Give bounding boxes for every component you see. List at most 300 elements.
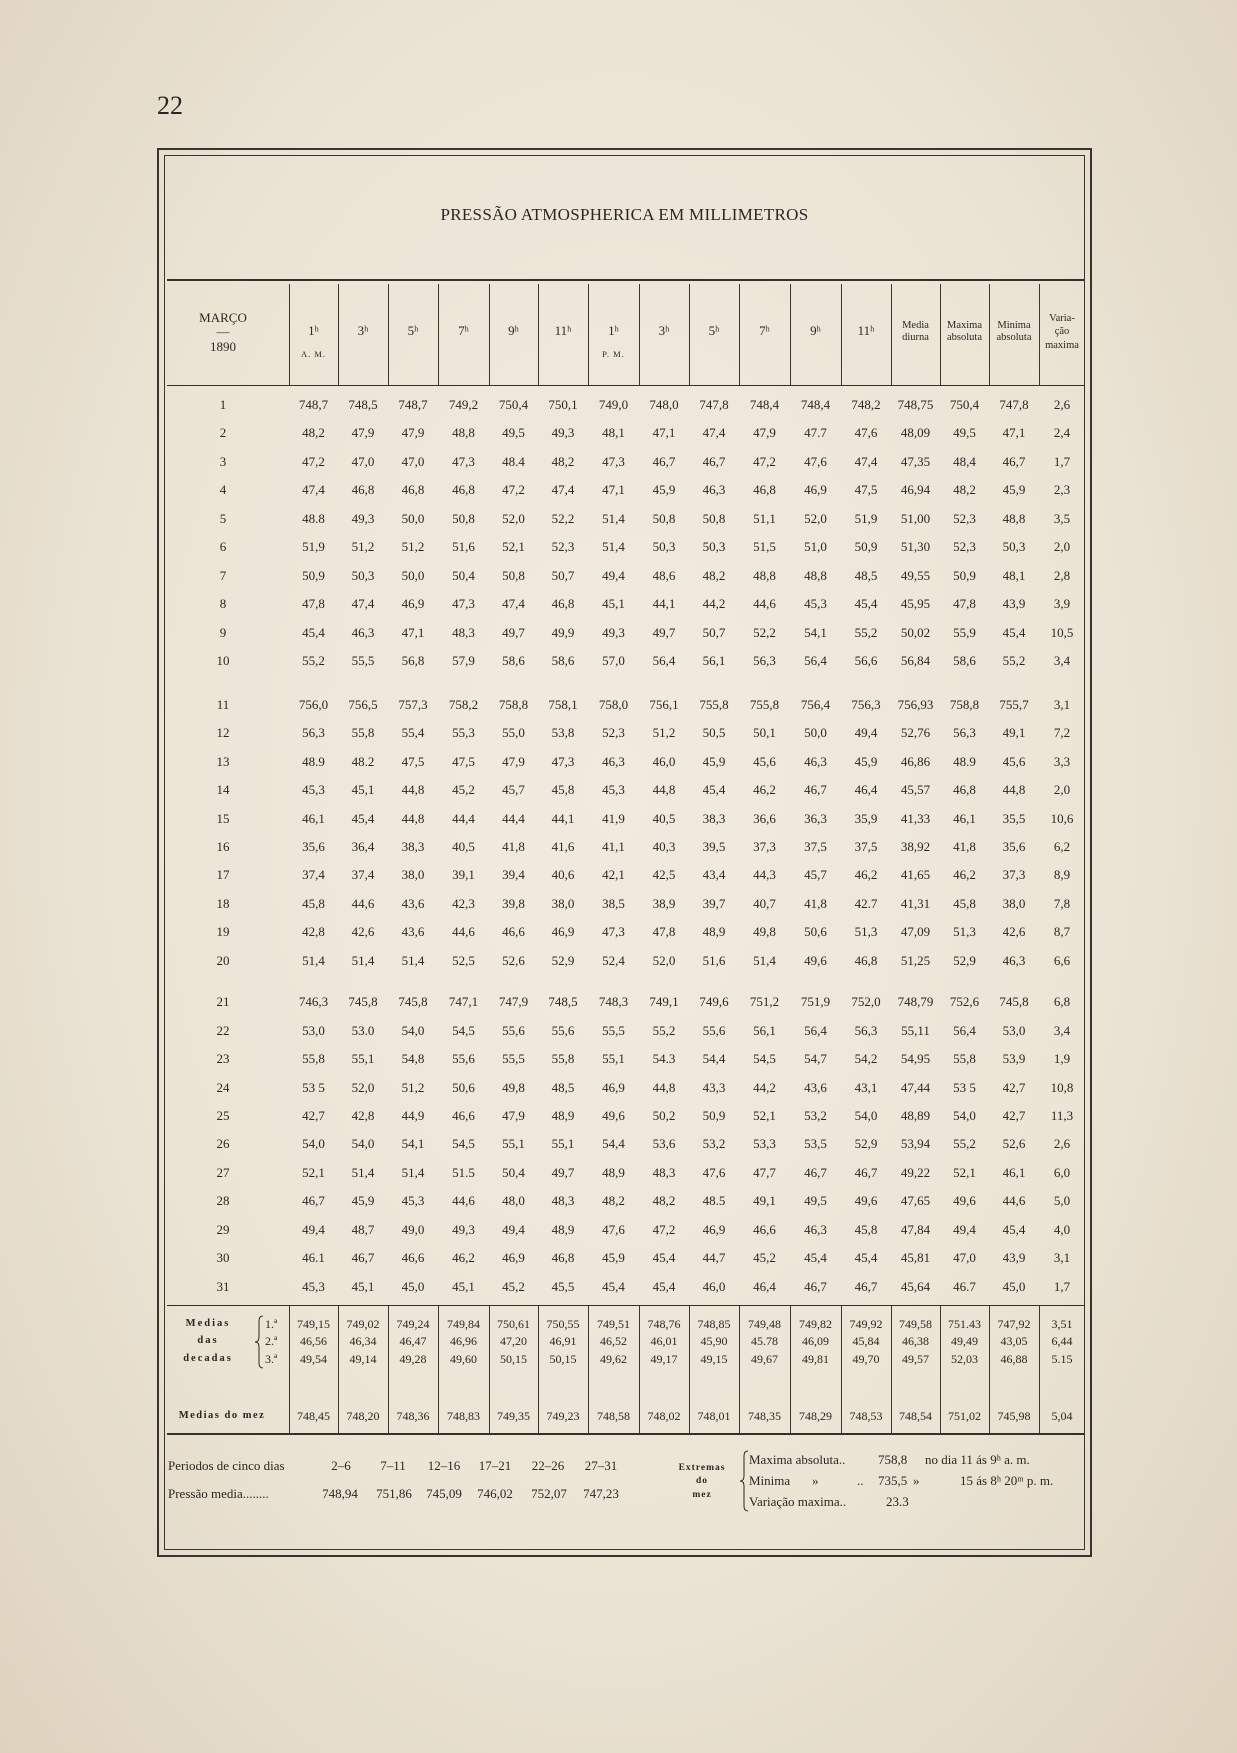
reading-cell: 47,3	[602, 453, 625, 469]
reading-cell: 44,8	[401, 810, 425, 826]
reading-cell: 46,6	[753, 1221, 776, 1237]
reading-cell: 55,5	[602, 1022, 625, 1038]
reading-cell: 37,4	[302, 867, 325, 883]
reading-cell: 52,3	[551, 539, 575, 555]
reading-cell: 47,2	[753, 453, 776, 469]
reading-cell: 54,1	[804, 624, 827, 640]
day-number: 31	[216, 1278, 230, 1294]
reading-cell: 53,0	[1002, 1022, 1026, 1038]
reading-cell: 1,9	[1053, 1051, 1071, 1067]
reading-cell: 44,9	[401, 1108, 425, 1123]
reading-cell: 47,9	[502, 1108, 525, 1123]
period-range: 7–11	[380, 1458, 406, 1473]
reading-cell: 749,0	[598, 397, 629, 412]
reading-cell: 54,5	[452, 1136, 475, 1152]
reading-cell: 44,6	[452, 1193, 475, 1209]
decade-mean-cell: 50,15	[500, 1351, 527, 1366]
reading-cell: 752,6	[949, 994, 980, 1010]
reading-cell: 41,6	[551, 838, 575, 854]
table-row	[168, 810, 1085, 828]
decade-means-row	[168, 1332, 1085, 1350]
reading-cell: 38,0	[401, 867, 425, 883]
stub-year: 1890	[210, 338, 236, 354]
reading-cell: 45,0	[1002, 1278, 1026, 1294]
column-header-period: A. M.	[300, 348, 327, 359]
day-number: 29	[216, 1221, 230, 1237]
reading-cell: 45,4	[854, 596, 878, 612]
leader-dots: ..	[857, 1473, 864, 1488]
table-row	[168, 753, 1085, 771]
reading-cell: 51,3	[953, 924, 976, 940]
reading-cell: 50,7	[702, 624, 726, 640]
reading-cell: 748,5	[348, 397, 378, 412]
decade-mean-cell: 749,82	[799, 1317, 832, 1332]
reading-cell: 756,0	[298, 696, 329, 712]
reading-cell: 55,0	[502, 725, 525, 741]
day-number: 18	[216, 895, 230, 911]
reading-cell: 47,4	[351, 596, 375, 612]
reading-cell: 45,64	[900, 1278, 931, 1294]
pressure-mean-value: 751,86	[376, 1486, 412, 1501]
reading-cell: 51,4	[602, 539, 625, 555]
column-header-hour: 9ʰ	[508, 323, 519, 338]
max-absolute-value: 758,8	[878, 1452, 908, 1467]
column-header-line: Maxima	[947, 319, 982, 331]
reading-cell: 55,2	[652, 1022, 676, 1038]
reading-cell: 1,7	[1053, 453, 1071, 469]
reading-cell: 54,5	[753, 1051, 776, 1067]
reading-cell: 55,4	[401, 725, 425, 741]
reading-cell: 54,7	[804, 1051, 827, 1067]
month-mean-cell: 748,54	[899, 1409, 932, 1423]
decade-mean-cell: 49,54	[300, 1351, 327, 1366]
reading-cell: 45,7	[804, 867, 827, 883]
column-header-period: P. M.	[602, 348, 625, 359]
decade-means-row	[168, 1315, 1085, 1333]
column-header-hour: 3ʰ	[658, 323, 670, 338]
reading-cell: 46,7	[804, 1278, 827, 1294]
reading-cell: 56,3	[302, 725, 325, 741]
reading-cell: 47,09	[900, 924, 931, 940]
decade-mean-cell: 49,57	[902, 1351, 929, 1366]
reading-cell: 52,9	[953, 952, 976, 968]
decade-mean-cell: 46,38	[902, 1334, 929, 1349]
day-number: 26	[216, 1136, 230, 1152]
table-row	[168, 781, 1085, 799]
decade-mean-cell: 46,47	[399, 1334, 427, 1349]
reading-cell: 45,4	[351, 810, 375, 826]
max-absolute-detail: no dia 11 ás 9ʰ a. m.	[925, 1452, 1030, 1467]
reading-cell: 38,3	[401, 838, 425, 854]
day-number: 19	[216, 924, 230, 940]
reading-cell: 38,3	[702, 810, 726, 826]
decade-mean-cell: 749,84	[447, 1317, 480, 1332]
decade-mean-cell: 43,05	[1000, 1334, 1028, 1349]
reading-cell: 47,6	[804, 453, 827, 469]
reading-cell: 48,9	[551, 1108, 575, 1123]
reading-cell: 49,4	[953, 1221, 976, 1237]
reading-cell: 39,4	[502, 867, 525, 883]
decade-mean-cell: 45.78	[751, 1334, 778, 1349]
reading-cell: 46,7	[652, 453, 676, 469]
reading-cell: 51,00	[900, 510, 931, 526]
decade-mean-cell: 750,61	[497, 1317, 530, 1332]
month-mean-cell: 748,20	[346, 1409, 380, 1423]
reading-cell: 751,2	[749, 994, 780, 1010]
reading-cell: 45,6	[753, 753, 776, 769]
reading-cell: 45,4	[854, 1250, 878, 1266]
column-header-line: maxima	[1045, 339, 1079, 351]
decade-mean-cell: 5.15	[1051, 1351, 1073, 1366]
reading-cell: 46,9	[602, 1079, 625, 1095]
reading-cell: 47,2	[502, 482, 525, 498]
day-number: 13	[216, 753, 230, 769]
month-mean-cell: 5,04	[1051, 1409, 1073, 1423]
reading-cell: 5,0	[1053, 1193, 1071, 1209]
reading-cell: 56,3	[953, 725, 976, 741]
reading-cell: 48,89	[900, 1108, 931, 1123]
periods-label: Periodos de cinco dias	[168, 1458, 285, 1473]
reading-cell: 47,9	[351, 425, 375, 441]
decade-mean-cell: 749,51	[597, 1317, 630, 1332]
reading-cell: 51,4	[351, 1164, 375, 1180]
decade-means-label-1: Medias	[185, 1318, 231, 1329]
column-header-line: diurna	[902, 332, 929, 343]
reading-cell: 51,1	[753, 510, 776, 526]
column-header	[338, 284, 388, 386]
summary-bottom-rule	[167, 1433, 1085, 1435]
table-row	[168, 923, 1085, 941]
reading-cell: 46,7	[854, 1164, 878, 1180]
reading-cell: 46,94	[900, 482, 931, 498]
month-mean-cell: 748,45	[297, 1409, 330, 1423]
reading-cell: 43,6	[401, 924, 425, 940]
reading-cell: 56,3	[854, 1022, 878, 1038]
reading-cell: 53,8	[551, 725, 575, 741]
decade-mean-cell: 46,09	[802, 1334, 829, 1349]
reading-cell: 55,1	[351, 1051, 375, 1067]
decade-mean-cell: 45,84	[852, 1334, 880, 1349]
reading-cell: 4,0	[1053, 1221, 1071, 1237]
reading-cell: 55,5	[351, 653, 375, 669]
reading-cell: 47,2	[652, 1221, 676, 1237]
month-mean-cell: 748,29	[799, 1409, 832, 1423]
day-number: 23	[216, 1051, 230, 1067]
reading-cell: 47,0	[351, 453, 375, 469]
reading-cell: 35,6	[302, 838, 325, 854]
reading-cell: 54,8	[401, 1051, 425, 1067]
ditto-mark: »	[812, 1473, 819, 1488]
reading-cell: 54,95	[900, 1051, 931, 1067]
reading-cell: 44,8	[1002, 782, 1026, 798]
decade-ordinal: 2.ª	[265, 1334, 278, 1349]
month-mean-cell: 749,23	[546, 1409, 580, 1423]
reading-cell: 2,3	[1053, 482, 1071, 498]
column-header	[538, 284, 588, 386]
reading-cell: 44,4	[502, 810, 525, 826]
table-row	[168, 453, 1085, 471]
reading-cell: 49,8	[753, 924, 776, 940]
decade-means-row	[168, 1350, 1085, 1368]
reading-cell: 46,7	[351, 1250, 375, 1266]
reading-cell: 748,79	[897, 994, 934, 1010]
reading-cell: 50,2	[652, 1108, 676, 1123]
reading-cell: 52,0	[502, 510, 525, 526]
reading-cell: 45,9	[351, 1193, 375, 1209]
column-header	[639, 284, 689, 386]
reading-cell: 41,1	[602, 838, 625, 854]
reading-cell: 42,7	[1002, 1079, 1026, 1095]
reading-cell: 44,1	[551, 810, 575, 826]
reading-cell: 52,0	[804, 510, 827, 526]
reading-cell: 46,8	[551, 1250, 575, 1266]
reading-cell: 50,0	[401, 510, 425, 526]
reading-cell: 758,0	[598, 696, 629, 712]
reading-cell: 6,0	[1053, 1164, 1071, 1180]
column-header-line: Media	[902, 319, 929, 331]
column-header-hour: 1ʰ	[608, 323, 619, 338]
reading-cell: 47,0	[953, 1250, 976, 1266]
reading-cell: 44,1	[652, 596, 676, 612]
reading-cell: 44,4	[452, 810, 475, 826]
reading-cell: 46,7	[302, 1193, 325, 1209]
reading-cell: 49,4	[302, 1221, 325, 1237]
reading-cell: 44,6	[351, 895, 375, 911]
column-header-hour: 9ʰ	[810, 323, 821, 338]
table-row	[168, 481, 1085, 499]
reading-cell: 37,5	[854, 838, 878, 854]
extremes-label-1: Extremas	[678, 1463, 726, 1473]
reading-cell: 45,4	[1002, 1221, 1026, 1237]
reading-cell: 52,3	[953, 539, 976, 555]
reading-cell: 55,5	[502, 1051, 525, 1067]
reading-cell: 48.4	[502, 453, 525, 469]
reading-cell: 45,57	[900, 782, 931, 798]
day-number: 21	[216, 994, 230, 1010]
reading-cell: 49,7	[502, 624, 525, 640]
decade-mean-cell: 749,48	[748, 1317, 781, 1332]
day-number: 15	[216, 810, 230, 826]
summary-top-rule	[167, 1305, 1085, 1306]
reading-cell: 42,3	[452, 895, 475, 911]
decade-mean-cell: 50,15	[549, 1351, 577, 1366]
reading-cell: 54,0	[401, 1022, 425, 1038]
reading-cell: 58,6	[551, 653, 575, 669]
reading-cell: 54,4	[702, 1051, 726, 1067]
reading-cell: 51,2	[351, 539, 375, 555]
column-header	[489, 284, 538, 386]
reading-cell: 49,3	[351, 510, 375, 526]
reading-cell: 46,0	[702, 1278, 726, 1294]
reading-cell: 56,4	[804, 1022, 827, 1038]
reading-cell: 51,25	[900, 952, 931, 968]
reading-cell: 49,5	[502, 425, 525, 441]
reading-cell: 758,2	[448, 696, 479, 712]
reading-cell: 45,4	[652, 1250, 676, 1266]
reading-cell: 45,4	[652, 1278, 676, 1294]
pressure-mean-value: 745,09	[426, 1486, 462, 1501]
reading-cell: 45,1	[452, 1278, 475, 1294]
reading-cell: 43,6	[804, 1079, 827, 1095]
reading-cell: 48,7	[351, 1221, 375, 1237]
reading-cell: 45,3	[302, 1278, 325, 1294]
day-number: 20	[216, 952, 230, 968]
decade-mean-cell: 748,85	[697, 1317, 731, 1332]
reading-cell: 42,7	[1002, 1108, 1026, 1123]
day-number: 24	[216, 1079, 230, 1095]
reading-cell: 51,4	[753, 952, 776, 968]
reading-cell: 50,5	[702, 725, 726, 741]
day-number: 3	[219, 453, 227, 469]
reading-cell: 44,6	[1002, 1193, 1026, 1209]
decade-mean-cell: 748,76	[647, 1317, 681, 1332]
reading-cell: 50,8	[652, 510, 676, 526]
max-variation-label: Variação maxima..	[749, 1494, 847, 1509]
reading-cell: 55,6	[502, 1022, 525, 1038]
reading-cell: 47,1	[401, 624, 425, 640]
reading-cell: 48,4	[953, 453, 976, 469]
reading-cell: 47,3	[602, 924, 625, 940]
reading-cell: 40,3	[652, 838, 676, 854]
reading-cell: 49,1	[753, 1193, 776, 1209]
reading-cell: 47,44	[900, 1079, 931, 1095]
reading-cell: 50,0	[401, 567, 425, 583]
reading-cell: 749,2	[448, 397, 479, 412]
reading-cell: 48,9	[602, 1164, 625, 1180]
reading-cell: 35,5	[1002, 810, 1026, 826]
reading-cell: 45,0	[401, 1278, 425, 1294]
reading-cell: 50,6	[452, 1079, 475, 1095]
month-mean-cell: 748,35	[748, 1409, 781, 1423]
min-absolute-label: Minima	[749, 1473, 791, 1488]
reading-cell: 49,7	[652, 624, 676, 640]
reading-cell: 51,9	[302, 539, 325, 555]
table-row	[168, 1249, 1085, 1267]
table-row	[168, 595, 1085, 613]
reading-cell: 49,4	[502, 1221, 525, 1237]
reading-cell: 45,3	[302, 782, 325, 798]
reading-cell: 54,0	[351, 1136, 375, 1152]
reading-cell: 41,9	[602, 810, 625, 826]
reading-cell: 756,5	[348, 696, 378, 712]
reading-cell: 55,1	[602, 1051, 625, 1067]
reading-cell: 50,7	[551, 567, 575, 583]
page-title: PRESSÃO ATMOSPHERICA EM MILLIMETROS	[440, 205, 809, 224]
reading-cell: 46,6	[401, 1250, 425, 1266]
reading-cell: 50,9	[854, 539, 878, 555]
reading-cell: 56,84	[900, 653, 931, 669]
reading-cell: 3,9	[1053, 596, 1071, 612]
pressure-mean-value: 752,07	[531, 1486, 567, 1501]
reading-cell: 52,1	[953, 1164, 976, 1180]
decade-mean-cell: 749,15	[297, 1317, 330, 1332]
reading-cell: 46,6	[502, 924, 525, 940]
reading-cell: 52,1	[502, 539, 525, 555]
decade-mean-cell: 46,96	[450, 1334, 477, 1349]
reading-cell: 3,4	[1053, 653, 1071, 669]
reading-cell: 47,4	[551, 482, 575, 498]
table-row	[168, 838, 1085, 856]
column-header-hour: 5ʰ	[708, 323, 720, 338]
reading-cell: 43,1	[854, 1079, 878, 1095]
reading-cell: 55,9	[953, 624, 976, 640]
reading-cell: 47,5	[452, 753, 475, 769]
reading-cell: 38,5	[602, 895, 625, 911]
reading-cell: 46.1	[302, 1250, 325, 1266]
month-means-row	[168, 1407, 1085, 1425]
month-mean-cell: 748,58	[597, 1409, 630, 1423]
day-number: 6	[219, 539, 227, 555]
reading-cell: 752,0	[851, 994, 881, 1010]
reading-cell: 8,9	[1053, 867, 1071, 883]
reading-cell: 45,8	[551, 782, 575, 798]
reading-cell: 6,8	[1053, 994, 1071, 1010]
reading-cell: 758,8	[949, 696, 980, 712]
reading-cell: 36,6	[753, 810, 776, 826]
column-header-hour: 3ʰ	[357, 323, 369, 338]
reading-cell: 44,2	[702, 596, 726, 612]
column-header	[841, 284, 891, 386]
column-header-line: Minima	[997, 319, 1031, 331]
day-number: 10	[216, 653, 230, 669]
reading-cell: 45,2	[502, 1278, 525, 1294]
reading-cell: 748,7	[398, 397, 428, 412]
reading-cell: 38,92	[900, 838, 931, 854]
column-header-hour: 1ʰ	[308, 323, 319, 338]
reading-cell: 46,2	[854, 867, 878, 883]
reading-cell: 54,0	[302, 1136, 325, 1152]
reading-cell: 52,9	[854, 1136, 878, 1152]
reading-cell: 750,4	[949, 397, 980, 412]
reading-cell: 42,1	[602, 867, 625, 883]
reading-cell: 45,5	[551, 1278, 575, 1294]
day-number: 17	[216, 867, 230, 883]
reading-cell: 749,1	[649, 994, 679, 1010]
reading-cell: 51,2	[401, 539, 425, 555]
reading-cell: 47,6	[602, 1221, 625, 1237]
column-header-line: Varia-	[1049, 313, 1075, 324]
reading-cell: 39,7	[702, 895, 726, 911]
column-header	[940, 284, 989, 386]
reading-cell: 54.3	[652, 1051, 676, 1067]
column-header	[790, 284, 841, 386]
reading-cell: 46,9	[702, 1221, 726, 1237]
reading-cell: 55,11	[901, 1022, 930, 1038]
decade-mean-cell: 49,15	[700, 1351, 728, 1366]
reading-cell: 50,9	[953, 567, 976, 583]
reading-cell: 52,3	[602, 725, 625, 741]
reading-cell: 43,4	[702, 867, 726, 883]
reading-cell: 745,8	[999, 994, 1029, 1010]
column-header-line: absoluta	[947, 332, 982, 343]
table-row	[168, 510, 1085, 528]
column-header	[689, 284, 739, 386]
reading-cell: 43,9	[1002, 596, 1026, 612]
reading-cell: 748,2	[851, 397, 881, 412]
reading-cell: 46,8	[953, 782, 976, 798]
reading-cell: 51,4	[302, 952, 325, 968]
day-number: 1	[219, 397, 227, 412]
column-header-hour: 11ʰ	[857, 323, 875, 338]
reading-cell: 48,3	[452, 624, 475, 640]
page-number: 22	[157, 91, 183, 120]
reading-cell: 747,8	[999, 397, 1029, 412]
column-header-hour: 11ʰ	[554, 323, 572, 338]
decade-mean-cell: 49,70	[852, 1351, 880, 1366]
reading-cell: 53,9	[1002, 1051, 1026, 1067]
reading-cell: 749,6	[699, 994, 729, 1010]
reading-cell: 55,2	[1002, 653, 1026, 669]
